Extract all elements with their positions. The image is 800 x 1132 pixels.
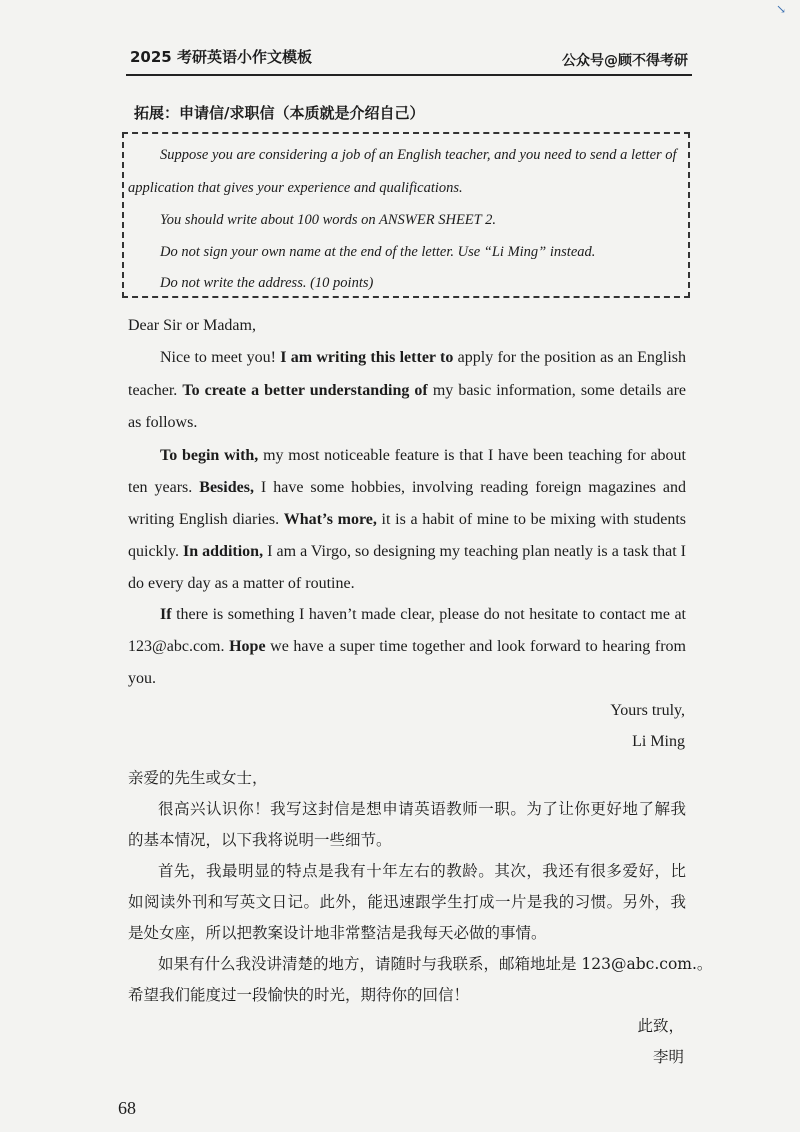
letter-line: Nice to meet you! I am writing this letter to apply for the position as an English bbox=[160, 349, 687, 366]
translation-line: 希望我们能度过一段愉快的时光，期待你的回信！ bbox=[128, 986, 470, 1004]
section-title: 拓展：申请信/求职信（本质就是介绍自己） bbox=[134, 104, 425, 122]
translation-line: 的基本情况，以下我将说明一些细节。 bbox=[128, 831, 392, 849]
corner-mark-icon: ↘ bbox=[775, 2, 786, 16]
prompt-line: Suppose you are considering a job of an English teacher, and you need to send a letter of bbox=[160, 147, 677, 163]
letter-line: you. bbox=[128, 670, 156, 687]
header-source: 公众号@顾不得考研 bbox=[562, 53, 688, 69]
letter-line: ten years. Besides, I have some hobbies, involving reading foreign magazines and bbox=[128, 479, 687, 496]
translation-line: 首先，我最明显的特点是我有十年左右的教龄。其次，我还有很多爱好，比 bbox=[158, 862, 686, 880]
prompt-line: Do not sign your own name at the end of the letter. Use “Li Ming” instead. bbox=[160, 244, 596, 260]
translation-line: 如阅读外刊和写英文日记。此外，能迅速跟学生打成一片是我的习惯。另外，我 bbox=[128, 893, 686, 911]
letter-line: If there is something I haven’t made clear, please do not hesitate to contact me at bbox=[160, 606, 686, 623]
prompt-line: application that gives your experience and qualifications. bbox=[128, 180, 463, 196]
translation-salutation: 亲爱的先生或女士， bbox=[128, 769, 268, 787]
letter-line: writing English diaries. What’s more, it is a habit of mine to be mixing with students bbox=[128, 511, 687, 528]
letter-line: do every day as a matter of routine. bbox=[128, 575, 355, 592]
letter-line: quickly. In addition, I am a Virgo, so designing my teaching plan neatly is a task that I bbox=[128, 543, 687, 560]
letter-line: as follows. bbox=[128, 414, 198, 431]
translation-line: 很高兴认识你！我写这封信是想申请英语教师一职。为了让你更好地了解我 bbox=[158, 800, 686, 818]
letter-line: To begin with, my most noticeable feature is that I have been teaching for about bbox=[160, 447, 686, 464]
prompt-line: Do not write the address. (10 points) bbox=[160, 275, 374, 291]
translation-line: 如果有什么我没讲清楚的地方，请随时与我联系，邮箱地址是 123@abc.com.。 bbox=[158, 955, 713, 973]
prompt-line: You should write about 100 words on ANSWER SHEET 2. bbox=[160, 212, 496, 228]
page-number: 68 bbox=[118, 1098, 136, 1118]
letter-signature: Li Ming bbox=[632, 733, 685, 750]
header-title: 2025 考研英语小作文模板 bbox=[130, 48, 312, 66]
translation-closing: 此致， bbox=[637, 1017, 684, 1035]
translation-signature: 李明 bbox=[652, 1048, 684, 1066]
translation-line: 是处女座，所以把教案设计地非常整洁是我每天必做的事情。 bbox=[128, 924, 547, 942]
letter-salutation: Dear Sir or Madam, bbox=[128, 317, 256, 334]
letter-line: teacher. To create a better understanding of my basic information, some details are bbox=[128, 382, 687, 399]
header-divider bbox=[126, 74, 692, 76]
letter-closing: Yours truly, bbox=[610, 702, 685, 719]
letter-line: 123@abc.com. Hope we have a super time together and look forward to hearing from bbox=[128, 638, 687, 655]
